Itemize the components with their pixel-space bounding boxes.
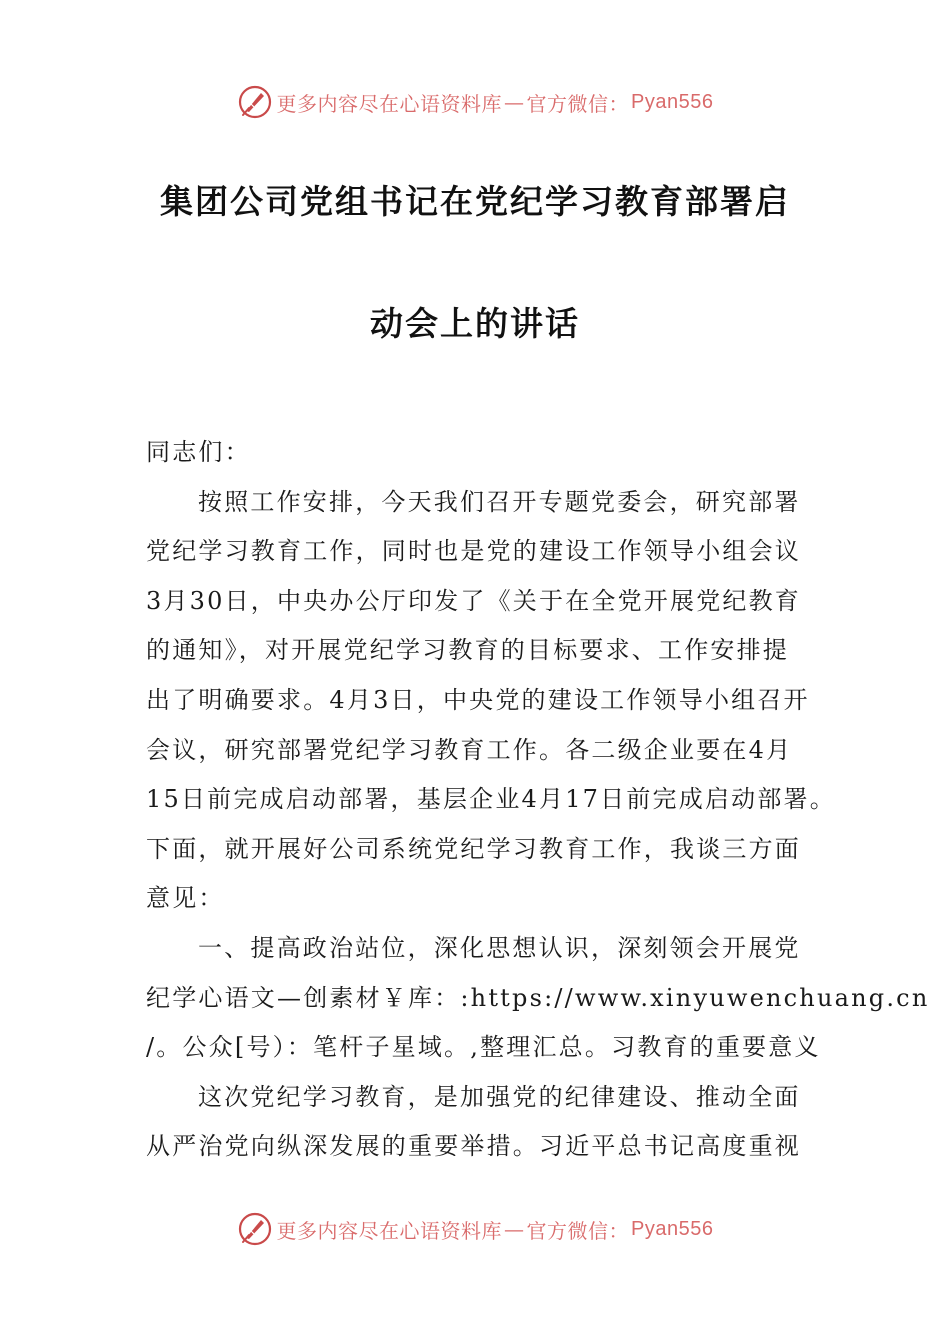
document-title-line-1: 集团公司党组书记在党纪学习教育部署启 — [160, 182, 790, 221]
body-line: 会议，研究部署党纪学习教育工作。各二级企业要在4月 — [146, 735, 793, 764]
body-line: 纪学心语文—创素材￥库：:https://www.xinyuwenchuang.cn — [146, 983, 930, 1012]
body-line: 从严治党向纵深发展的重要举措。习近平总书记高度重视 — [146, 1132, 801, 1161]
body-line: 意见： — [146, 884, 225, 913]
watermark-site-text: 更多内容尽在心语资料库 — [276, 91, 503, 116]
watermark-wechat-id: Pyan556 — [631, 90, 714, 113]
body-line: 这次党纪学习教育，是加强党的纪律建设、推动全面 — [198, 1082, 801, 1111]
watermark-wechat-label: 官方微信： — [526, 91, 630, 116]
body-line: 党纪学习教育工作，同时也是党的建设工作领导小组会议 — [146, 537, 801, 566]
body-line: 的通知》，对开展党纪学习教育的目标要求、工作安排提 — [146, 636, 789, 665]
document-body — [146, 428, 930, 1172]
watermark-dash: — — [504, 90, 525, 114]
body-line: 出了明确要求。4月3日，中央党的建设工作领导小组召开 — [146, 685, 810, 714]
watermark-wechat-id: Pyan556 — [631, 1217, 714, 1240]
body-line: 下面，就开展好公司系统党纪学习教育工作，我谈三方面 — [146, 834, 801, 863]
header-watermark — [0, 84, 950, 120]
body-line: 15日前完成启动部署，基层企业4月17日前完成启动部署。 — [146, 785, 836, 814]
body-line: /。公众[号）：笔杆子星域。,整理汇总。习教育的重要意义 — [146, 1033, 821, 1062]
body-line: 按照工作安排，今天我们召开专题党委会，研究部署 — [198, 487, 801, 516]
watermark-site-text: 更多内容尽在心语资料库 — [276, 1218, 503, 1243]
quill-pen-logo-icon — [237, 1211, 273, 1247]
body-line: 同志们： — [146, 438, 251, 466]
watermark-dash: — — [504, 1217, 525, 1241]
body-line: 3月30日，中央办公厅印发了《关于在全党开展党纪教育 — [146, 586, 802, 615]
quill-pen-logo-icon — [237, 84, 273, 120]
document-title-line-2: 动会上的讲话 — [370, 304, 580, 343]
footer-watermark — [0, 1211, 950, 1247]
body-line: 一、提高政治站位，深化思想认识，深刻领会开展党 — [198, 933, 801, 962]
watermark-wechat-label: 官方微信： — [526, 1218, 630, 1243]
